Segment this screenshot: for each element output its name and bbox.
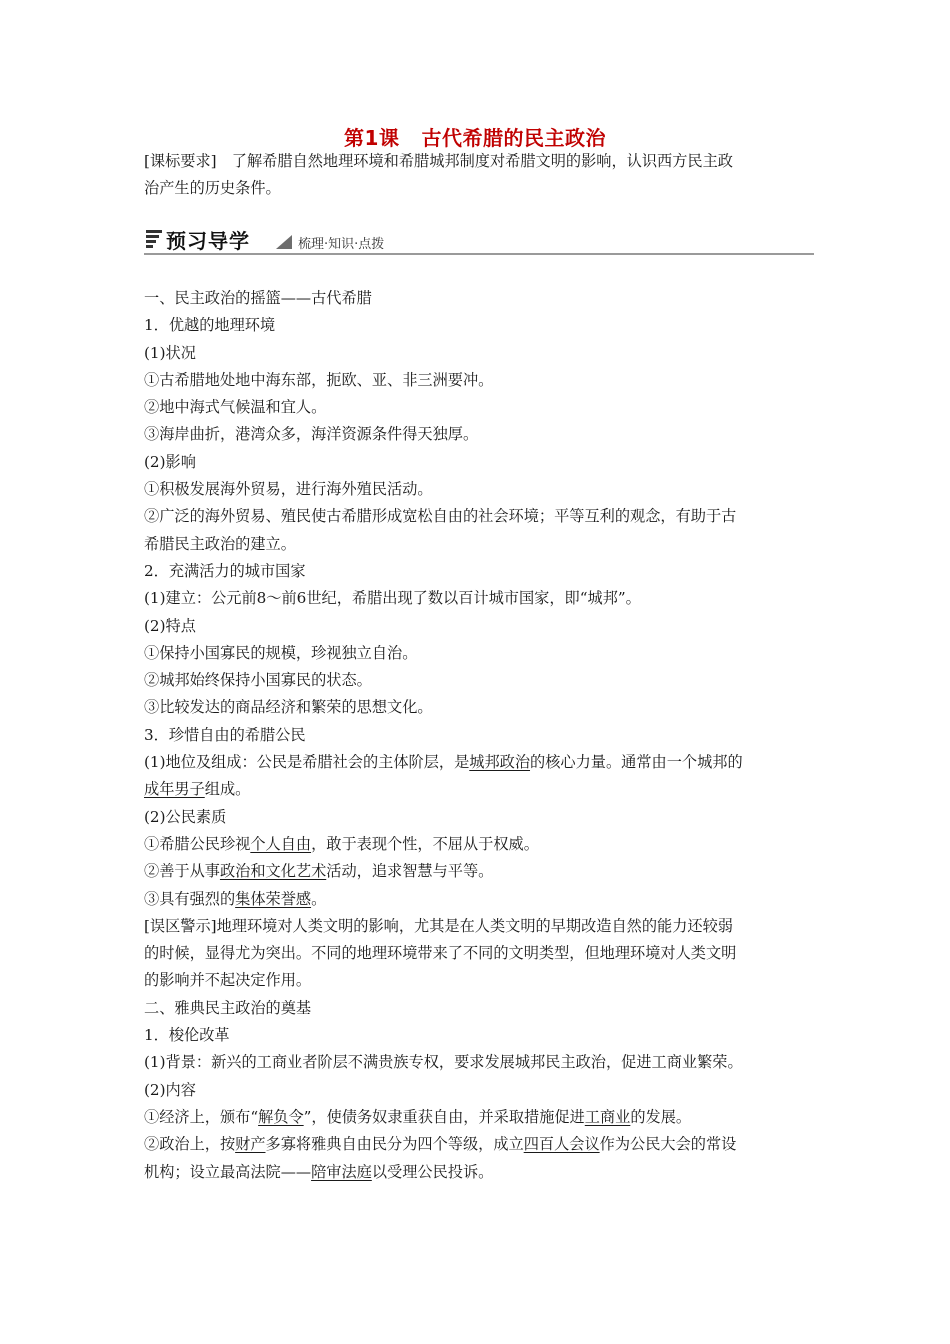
- underlined-answer: 解负令: [258, 1107, 304, 1126]
- document-body: [144, 285, 816, 1186]
- point-heading: (2)特点: [144, 616, 196, 635]
- subsection-heading: 3．珍惜自由的希腊公民: [144, 725, 306, 744]
- text-line: ①保持小国寡民的规模，珍视独立自治。: [144, 643, 418, 662]
- text-segment: ①经济上，颁布“: [144, 1107, 259, 1126]
- text-line: [144, 1104, 816, 1131]
- underlined-answer: 成年男子: [144, 780, 205, 799]
- text-segment: ，敢于表现个性，不屈从于权威。: [311, 834, 539, 853]
- text-line: ②地中海式气候温和宜人。: [144, 398, 327, 417]
- section-heading: 二、雅典民主政治的奠基: [144, 998, 312, 1017]
- text-line: 希腊民主政治的建立。: [144, 534, 296, 553]
- section-banner: [144, 223, 814, 255]
- underlined-answer: 四百人会议: [523, 1135, 600, 1154]
- text-segment: 以受理公民投诉。: [371, 1162, 494, 1181]
- text-line: [144, 776, 816, 803]
- text-line: ①古希腊地处地中海东部，扼欧、亚、非三洲要冲。: [144, 370, 494, 389]
- text-line: [144, 886, 816, 913]
- text-line: [144, 749, 816, 776]
- misconception-note: [误区警示]地理环境对人类文明的影响，尤其是在人类文明的早期改造自然的能力还较弱: [144, 916, 733, 935]
- text-segment: ①希腊公民珍视: [144, 834, 251, 853]
- text-segment: 多寡将雅典自由民分为四个等级，成立: [265, 1135, 524, 1154]
- text-line: ②广泛的海外贸易、殖民使古希腊形成宽松自由的社会环境；平等互利的观念，有助于古: [144, 507, 737, 526]
- text-segment: (1)地位及组成：公民是希腊社会的主体阶层，是: [144, 753, 470, 772]
- text-segment: 活动，追求智慧与平等。: [326, 862, 494, 881]
- misconception-note: 的时候，显得尤为突出。不同的地理环境带来了不同的文明类型，但地理环境对人类文明: [144, 944, 737, 963]
- lesson-number: 第1课: [344, 126, 400, 150]
- point-heading: (2)公民素质: [144, 807, 227, 826]
- text-line: [144, 858, 816, 885]
- text-line: ①积极发展海外贸易，进行海外殖民活动。: [144, 480, 433, 499]
- text-segment: ③具有强烈的: [144, 889, 236, 908]
- banner-divider: [144, 253, 814, 255]
- underlined-answer: 城邦政治: [469, 753, 531, 772]
- text-line: [144, 1131, 816, 1158]
- point-heading: (2)内容: [144, 1080, 196, 1099]
- underlined-answer: 政治和文化艺术: [219, 862, 327, 881]
- text-segment: ②政治上，按: [144, 1135, 236, 1154]
- underlined-answer: 陪审法庭: [311, 1162, 372, 1181]
- text-segment: 作为公民大会的常设: [599, 1135, 737, 1154]
- point-heading: (2)影响: [144, 452, 196, 471]
- underlined-answer: 个人自由: [250, 834, 312, 853]
- text-line: [144, 831, 816, 858]
- point-heading: (1)状况: [144, 343, 196, 362]
- lesson-name: 古代希腊的民主政治: [421, 126, 606, 150]
- text-segment: 机构；设立最高法院——: [144, 1162, 312, 1181]
- subsection-heading: 1．梭伦改革: [144, 1026, 230, 1045]
- text-line: [144, 1159, 816, 1186]
- subsection-heading: 1．优越的地理环境: [144, 316, 276, 335]
- stripes-icon: [146, 230, 162, 248]
- text-line: ③比较发达的商品经济和繁荣的思想文化。: [144, 698, 433, 717]
- text-segment: ②善于从事: [144, 862, 220, 881]
- requirement-line: 治产生的历史条件。: [144, 179, 281, 197]
- requirement-line: [课标要求] 了解希腊自然地理环境和希腊城邦制度对希腊文明的影响，认识西方民主政: [144, 152, 733, 170]
- lesson-title: [0, 122, 950, 151]
- text-segment: 的核心力量。通常由一个城邦的: [530, 753, 743, 772]
- section-heading: 一、民主政治的摇篮——古代希腊: [144, 289, 372, 307]
- text-line: ③海岸曲折，港湾众多，海洋资源条件得天独厚。: [144, 425, 479, 444]
- underlined-answer: 工商业: [584, 1107, 631, 1126]
- text-segment: ”，使债务奴隶重获自由，并采取措施促进: [303, 1107, 585, 1126]
- text-line: ②城邦始终保持小国寡民的状态。: [144, 671, 372, 690]
- text-line: (1)建立：公元前8～前6世纪，希腊出现了数以百计城市国家，即“城邦”。: [144, 589, 641, 608]
- misconception-note: 的影响并不起决定作用。: [144, 971, 312, 990]
- curriculum-requirement: [144, 148, 816, 202]
- triangle-icon: [276, 235, 292, 249]
- text-segment: 的发展。: [630, 1107, 692, 1126]
- underlined-answer: 集体荣誉感: [235, 889, 312, 908]
- text-segment: 。: [311, 889, 327, 908]
- text-line: (1)背景：新兴的工商业者阶层不满贵族专权，要求发展城邦民主政治，促进工商业繁荣。: [144, 1053, 743, 1072]
- banner-title: 预习导学: [166, 229, 250, 253]
- banner-subtitle: 梳理·知识·点拨: [298, 237, 385, 252]
- text-segment: 组成。: [204, 780, 251, 799]
- underlined-answer: 财产: [235, 1135, 266, 1154]
- subsection-heading: 2．充满活力的城市国家: [144, 561, 306, 580]
